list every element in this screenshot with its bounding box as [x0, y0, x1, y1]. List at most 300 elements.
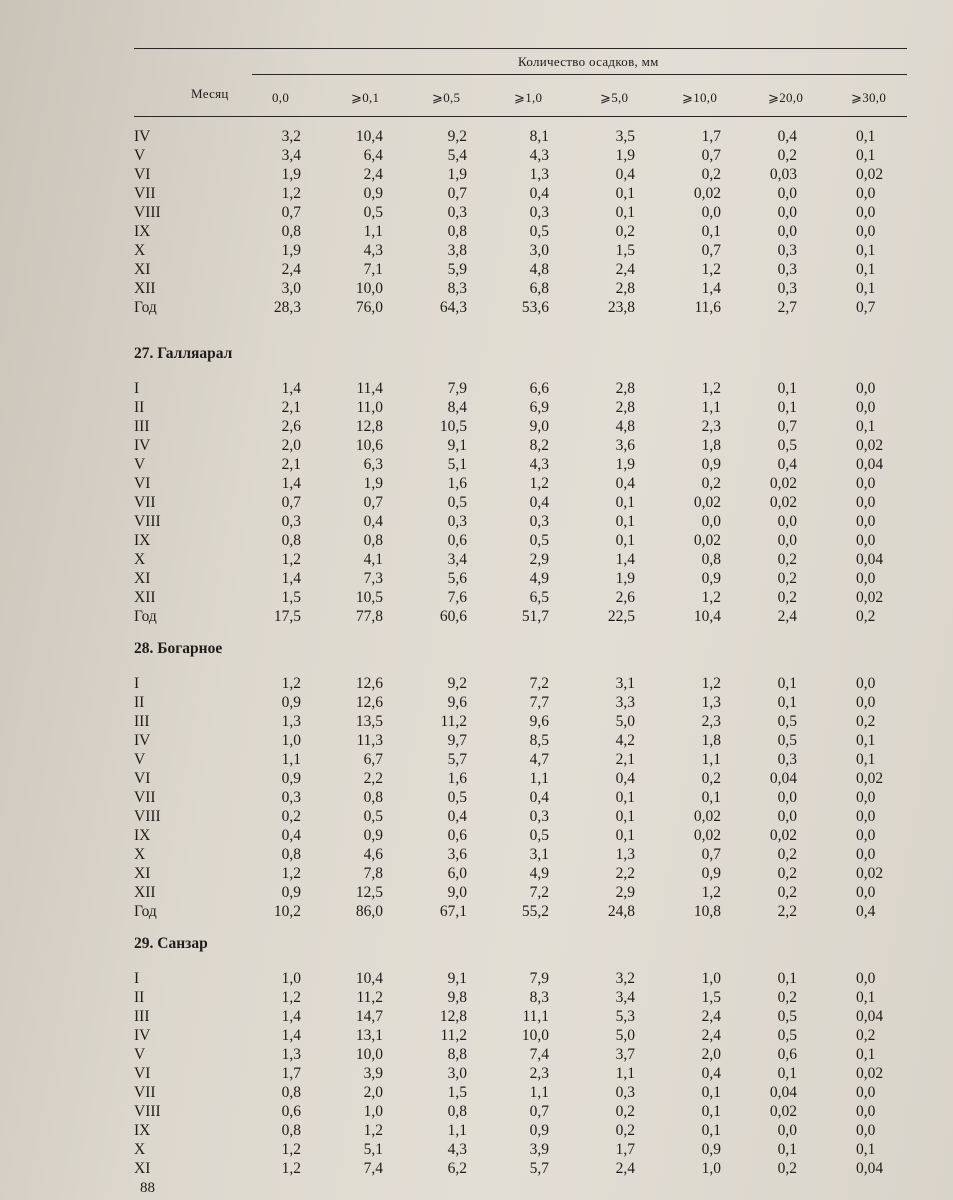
month-header: Месяц: [191, 86, 229, 101]
value-cell: 0,02: [693, 532, 721, 549]
value-cell: 0,1: [856, 147, 876, 164]
value-cell: 3,6: [447, 846, 467, 863]
value-cell: 0,5: [529, 223, 549, 240]
value-cell: 0,1: [615, 494, 635, 511]
value-cell: 0,0: [701, 204, 721, 221]
value-cell: 6,8: [529, 280, 549, 297]
table-row: [0, 569, 953, 588]
value-cell: 4,3: [529, 147, 549, 164]
value-cell: 0,0: [856, 789, 876, 806]
table-row: [0, 241, 953, 260]
value-cell: 1,2: [281, 185, 301, 202]
value-cell: 0,0: [856, 884, 876, 901]
month-cell: XI: [134, 570, 151, 587]
value-cell: 5,9: [447, 261, 467, 278]
value-cell: 0,2: [856, 608, 876, 625]
value-cell: 0,0: [777, 1122, 797, 1139]
value-cell: 2,4: [363, 166, 383, 183]
month-cell: II: [134, 694, 145, 711]
value-cell: 0,0: [856, 399, 876, 416]
value-cell: 0,6: [447, 532, 467, 549]
month-cell: III: [134, 1008, 150, 1025]
value-cell: 1,1: [281, 751, 301, 768]
value-cell: 2,4: [281, 261, 301, 278]
value-cell: 4,3: [529, 456, 549, 473]
month-cell: VIII: [134, 204, 161, 221]
month-cell: IX: [134, 532, 151, 549]
table-row: [0, 1140, 953, 1159]
value-cell: 0,04: [856, 1008, 884, 1025]
value-cell: 0,7: [701, 242, 721, 259]
value-cell: 0,2: [856, 1027, 876, 1044]
value-cell: 1,3: [281, 1046, 301, 1063]
value-cell: 0,4: [529, 185, 549, 202]
value-cell: 0,1: [615, 204, 635, 221]
month-cell: X: [134, 1141, 146, 1158]
value-cell: 0,0: [856, 475, 876, 492]
value-cell: 0,0: [856, 570, 876, 587]
column-header: ⩾1,0: [514, 90, 543, 105]
value-cell: 0,4: [701, 1065, 721, 1082]
value-cell: 0,2: [777, 884, 797, 901]
value-cell: 10,6: [355, 437, 383, 454]
value-cell: 3,1: [529, 846, 549, 863]
month-cell: VI: [134, 770, 151, 787]
value-cell: 0,02: [769, 827, 797, 844]
value-cell: 0,7: [281, 494, 301, 511]
value-cell: 12,8: [355, 418, 383, 435]
value-cell: 0,8: [363, 532, 383, 549]
value-cell: 77,8: [355, 608, 383, 625]
value-cell: 0,4: [363, 513, 383, 530]
value-cell: 55,2: [521, 903, 549, 920]
value-cell: 17,5: [273, 608, 301, 625]
value-cell: 3,4: [447, 551, 467, 568]
value-cell: 9,0: [447, 884, 467, 901]
month-cell: V: [134, 147, 146, 164]
value-cell: 1,2: [363, 1122, 383, 1139]
value-cell: 0,3: [281, 513, 301, 530]
value-cell: 2,8: [615, 399, 635, 416]
value-cell: 0,0: [777, 789, 797, 806]
value-cell: 1,2: [281, 1160, 301, 1177]
value-cell: 1,4: [281, 475, 301, 492]
value-cell: 2,3: [701, 713, 721, 730]
value-cell: 11,2: [440, 713, 467, 730]
value-cell: 64,3: [439, 299, 467, 316]
value-cell: 1,7: [615, 1141, 635, 1158]
value-cell: 1,4: [281, 570, 301, 587]
value-cell: 0,03: [769, 166, 797, 183]
value-cell: 1,4: [281, 1027, 301, 1044]
value-cell: 0,5: [363, 808, 383, 825]
value-cell: 12,5: [355, 884, 383, 901]
value-cell: 3,0: [447, 1065, 467, 1082]
value-cell: 5,7: [447, 751, 467, 768]
value-cell: 3,9: [363, 1065, 383, 1082]
value-cell: 0,02: [693, 494, 721, 511]
month-cell: Год: [134, 608, 157, 625]
value-cell: 10,0: [355, 280, 383, 297]
value-cell: 3,5: [615, 128, 635, 145]
month-cell: V: [134, 751, 146, 768]
value-cell: 0,1: [856, 128, 876, 145]
value-cell: 3,0: [281, 280, 301, 297]
month-cell: II: [134, 989, 145, 1006]
value-cell: 0,1: [701, 223, 721, 240]
table-row: [0, 988, 953, 1007]
value-cell: 0,2: [777, 147, 797, 164]
value-cell: 10,4: [355, 970, 383, 987]
month-cell: XI: [134, 261, 151, 278]
value-cell: 9,2: [447, 128, 467, 145]
value-cell: 0,0: [856, 532, 876, 549]
value-cell: 0,02: [693, 808, 721, 825]
value-cell: 3,3: [615, 694, 635, 711]
value-cell: 0,9: [281, 770, 301, 787]
value-cell: 1,5: [701, 989, 721, 1006]
value-cell: 12,8: [439, 1008, 467, 1025]
value-cell: 2,2: [363, 770, 383, 787]
value-cell: 8,5: [529, 732, 549, 749]
value-cell: 2,9: [529, 551, 549, 568]
value-cell: 0,6: [447, 827, 467, 844]
table-row: [0, 883, 953, 902]
value-cell: 0,0: [856, 1122, 876, 1139]
value-cell: 0,9: [281, 884, 301, 901]
value-cell: 0,0: [777, 185, 797, 202]
value-cell: 0,0: [856, 675, 876, 692]
value-cell: 0,3: [777, 261, 797, 278]
value-cell: 8,2: [529, 437, 549, 454]
value-cell: 0,02: [856, 166, 884, 183]
month-cell: XII: [134, 589, 156, 606]
value-cell: 7,8: [363, 865, 383, 882]
value-cell: 9,8: [447, 989, 467, 1006]
value-cell: 1,9: [615, 456, 635, 473]
value-cell: 13,1: [355, 1027, 383, 1044]
table-row: [0, 1159, 953, 1178]
value-cell: 10,4: [693, 608, 721, 625]
table-row: [0, 550, 953, 569]
value-cell: 0,1: [777, 1065, 797, 1082]
value-cell: 0,2: [777, 865, 797, 882]
table-row: [0, 1045, 953, 1064]
value-cell: 0,0: [777, 808, 797, 825]
value-cell: 6,6: [529, 380, 549, 397]
value-cell: 0,5: [529, 532, 549, 549]
value-cell: 0,1: [856, 242, 876, 259]
value-cell: 0,1: [856, 1141, 876, 1158]
table-row: [0, 864, 953, 883]
table-row: [0, 531, 953, 550]
month-cell: IX: [134, 827, 151, 844]
value-cell: 1,9: [363, 475, 383, 492]
month-cell: I: [134, 675, 140, 692]
value-cell: 1,2: [281, 1141, 301, 1158]
value-cell: 0,0: [856, 185, 876, 202]
value-cell: 24,8: [607, 903, 635, 920]
value-cell: 4,1: [363, 551, 383, 568]
table-row: [0, 1064, 953, 1083]
value-cell: 0,0: [856, 494, 876, 511]
value-cell: 14,7: [355, 1008, 383, 1025]
month-cell: Год: [134, 903, 157, 920]
value-cell: 0,02: [769, 494, 797, 511]
table-row: [0, 674, 953, 693]
value-cell: 2,4: [777, 608, 797, 625]
value-cell: 0,2: [777, 551, 797, 568]
value-cell: 9,1: [447, 970, 467, 987]
month-cell: IV: [134, 1027, 151, 1044]
month-cell: I: [134, 380, 140, 397]
value-cell: 7,1: [363, 261, 383, 278]
month-cell: VIII: [134, 513, 161, 530]
table-row: [0, 588, 953, 607]
value-cell: 4,8: [529, 261, 549, 278]
value-cell: 2,7: [777, 299, 797, 316]
value-cell: 4,3: [447, 1141, 467, 1158]
value-cell: 1,2: [701, 675, 721, 692]
value-cell: 0,1: [615, 808, 635, 825]
value-cell: 10,2: [273, 903, 301, 920]
value-cell: 0,8: [447, 223, 467, 240]
value-cell: 0,04: [856, 1160, 884, 1177]
value-cell: 0,7: [447, 185, 467, 202]
value-cell: 7,4: [363, 1160, 383, 1177]
month-cell: IX: [134, 1122, 151, 1139]
value-cell: 0,5: [529, 827, 549, 844]
value-cell: 1,1: [615, 1065, 635, 1082]
value-cell: 0,4: [447, 808, 467, 825]
value-cell: 4,9: [529, 570, 549, 587]
table-row: [0, 769, 953, 788]
value-cell: 11,6: [694, 299, 721, 316]
value-cell: 1,9: [447, 166, 467, 183]
value-cell: 8,4: [447, 399, 467, 416]
table-row: [0, 1121, 953, 1140]
month-cell: V: [134, 456, 146, 473]
month-cell: X: [134, 846, 146, 863]
value-cell: 2,2: [777, 903, 797, 920]
value-cell: 0,1: [615, 513, 635, 530]
value-cell: 0,4: [615, 770, 635, 787]
value-cell: 0,4: [529, 494, 549, 511]
value-cell: 0,9: [701, 865, 721, 882]
column-header: ⩾0,1: [351, 90, 380, 105]
value-cell: 0,9: [701, 456, 721, 473]
value-cell: 60,6: [439, 608, 467, 625]
value-cell: 11,4: [356, 380, 383, 397]
value-cell: 0,1: [856, 261, 876, 278]
value-cell: 1,3: [281, 713, 301, 730]
month-cell: VI: [134, 475, 151, 492]
table-row: [0, 455, 953, 474]
value-cell: 0,8: [363, 789, 383, 806]
month-cell: IV: [134, 128, 151, 145]
value-cell: 8,1: [529, 128, 549, 145]
value-cell: 0,1: [777, 675, 797, 692]
value-cell: 7,9: [447, 380, 467, 397]
value-cell: 0,02: [856, 589, 884, 606]
value-cell: 0,7: [529, 1103, 549, 1120]
value-cell: 0,1: [856, 989, 876, 1006]
value-cell: 0,0: [701, 513, 721, 530]
value-cell: 0,8: [447, 1103, 467, 1120]
value-cell: 1,0: [363, 1103, 383, 1120]
value-cell: 6,7: [363, 751, 383, 768]
value-cell: 0,1: [701, 1084, 721, 1101]
header-bottom-rule: [134, 116, 907, 117]
value-cell: 0,3: [447, 513, 467, 530]
column-header: 0,0: [272, 90, 290, 105]
value-cell: 0,7: [777, 418, 797, 435]
value-cell: 7,6: [447, 589, 467, 606]
value-cell: 0,9: [363, 185, 383, 202]
month-cell: IV: [134, 437, 151, 454]
value-cell: 11,3: [356, 732, 383, 749]
value-cell: 8,3: [447, 280, 467, 297]
value-cell: 3,2: [281, 128, 301, 145]
value-cell: 1,2: [701, 380, 721, 397]
value-cell: 1,0: [281, 970, 301, 987]
month-cell: X: [134, 242, 146, 259]
station-title: 28. Богарное: [134, 640, 223, 657]
table-row: [0, 279, 953, 298]
value-cell: 4,6: [363, 846, 383, 863]
value-cell: 10,0: [521, 1027, 549, 1044]
value-cell: 1,3: [615, 846, 635, 863]
value-cell: 1,1: [529, 770, 549, 787]
table-row: [0, 1007, 953, 1026]
value-cell: 0,1: [856, 1046, 876, 1063]
value-cell: 1,1: [701, 751, 721, 768]
month-cell: III: [134, 418, 150, 435]
value-cell: 2,6: [281, 418, 301, 435]
value-cell: 0,6: [281, 1103, 301, 1120]
value-cell: 0,1: [701, 1122, 721, 1139]
value-cell: 0,02: [856, 437, 884, 454]
value-cell: 0,3: [529, 808, 549, 825]
table-row: [0, 260, 953, 279]
value-cell: 1,4: [281, 1008, 301, 1025]
value-cell: 0,2: [777, 589, 797, 606]
value-cell: 1,6: [447, 475, 467, 492]
value-cell: 3,4: [281, 147, 301, 164]
table-row: [0, 750, 953, 769]
value-cell: 0,5: [777, 713, 797, 730]
value-cell: 0,8: [281, 1084, 301, 1101]
value-cell: 1,2: [281, 989, 301, 1006]
value-cell: 12,6: [355, 694, 383, 711]
table-row: [0, 807, 953, 826]
value-cell: 2,0: [701, 1046, 721, 1063]
value-cell: 7,4: [529, 1046, 549, 1063]
month-cell: XI: [134, 1160, 151, 1177]
value-cell: 1,9: [281, 242, 301, 259]
value-cell: 53,6: [521, 299, 549, 316]
value-cell: 2,4: [615, 1160, 635, 1177]
value-cell: 0,4: [777, 128, 797, 145]
value-cell: 0,9: [281, 694, 301, 711]
month-cell: V: [134, 1046, 146, 1063]
value-cell: 0,9: [363, 827, 383, 844]
value-cell: 0,2: [281, 808, 301, 825]
value-cell: 2,1: [615, 751, 635, 768]
value-cell: 3,6: [615, 437, 635, 454]
value-cell: 0,5: [447, 789, 467, 806]
value-cell: 0,0: [856, 380, 876, 397]
value-cell: 1,8: [701, 732, 721, 749]
value-cell: 4,3: [363, 242, 383, 259]
value-cell: 0,4: [856, 903, 876, 920]
value-cell: 0,02: [769, 475, 797, 492]
value-cell: 0,1: [777, 380, 797, 397]
table-row: [0, 493, 953, 512]
value-cell: 0,1: [615, 532, 635, 549]
value-cell: 1,2: [701, 261, 721, 278]
value-cell: 6,4: [363, 147, 383, 164]
value-cell: 10,8: [693, 903, 721, 920]
value-cell: 0,1: [777, 399, 797, 416]
value-cell: 0,02: [769, 1103, 797, 1120]
table-row: [0, 379, 953, 398]
value-cell: 7,3: [363, 570, 383, 587]
value-cell: 1,0: [281, 732, 301, 749]
value-cell: 2,4: [701, 1008, 721, 1025]
value-cell: 3,1: [615, 675, 635, 692]
value-cell: 0,0: [856, 808, 876, 825]
table-row: [0, 436, 953, 455]
month-cell: X: [134, 551, 146, 568]
value-cell: 7,2: [529, 675, 549, 692]
table-row: [0, 512, 953, 531]
value-cell: 0,2: [701, 166, 721, 183]
value-cell: 1,2: [281, 865, 301, 882]
value-cell: 5,3: [615, 1008, 635, 1025]
value-cell: 8,8: [447, 1046, 467, 1063]
value-cell: 0,2: [701, 770, 721, 787]
value-cell: 5,0: [615, 1027, 635, 1044]
value-cell: 11,2: [356, 989, 383, 1006]
value-cell: 1,5: [281, 589, 301, 606]
value-cell: 0,0: [777, 223, 797, 240]
value-cell: 0,3: [529, 513, 549, 530]
table-row: [0, 417, 953, 436]
table-row: [0, 845, 953, 864]
value-cell: 1,7: [701, 128, 721, 145]
value-cell: 0,7: [856, 299, 876, 316]
value-cell: 4,9: [529, 865, 549, 882]
value-cell: 10,4: [355, 128, 383, 145]
value-cell: 0,1: [615, 789, 635, 806]
value-cell: 4,8: [615, 418, 635, 435]
month-cell: VII: [134, 185, 156, 202]
value-cell: 0,1: [701, 1103, 721, 1120]
value-cell: 23,8: [607, 299, 635, 316]
table-row: [0, 474, 953, 493]
value-cell: 1,9: [615, 147, 635, 164]
value-cell: 0,1: [701, 789, 721, 806]
value-cell: 0,1: [615, 185, 635, 202]
value-cell: 0,0: [856, 223, 876, 240]
group-rule: [252, 74, 907, 75]
value-cell: 2,1: [281, 456, 301, 473]
value-cell: 0,0: [856, 1103, 876, 1120]
value-cell: 0,8: [701, 551, 721, 568]
value-cell: 0,02: [856, 865, 884, 882]
value-cell: 0,5: [777, 437, 797, 454]
